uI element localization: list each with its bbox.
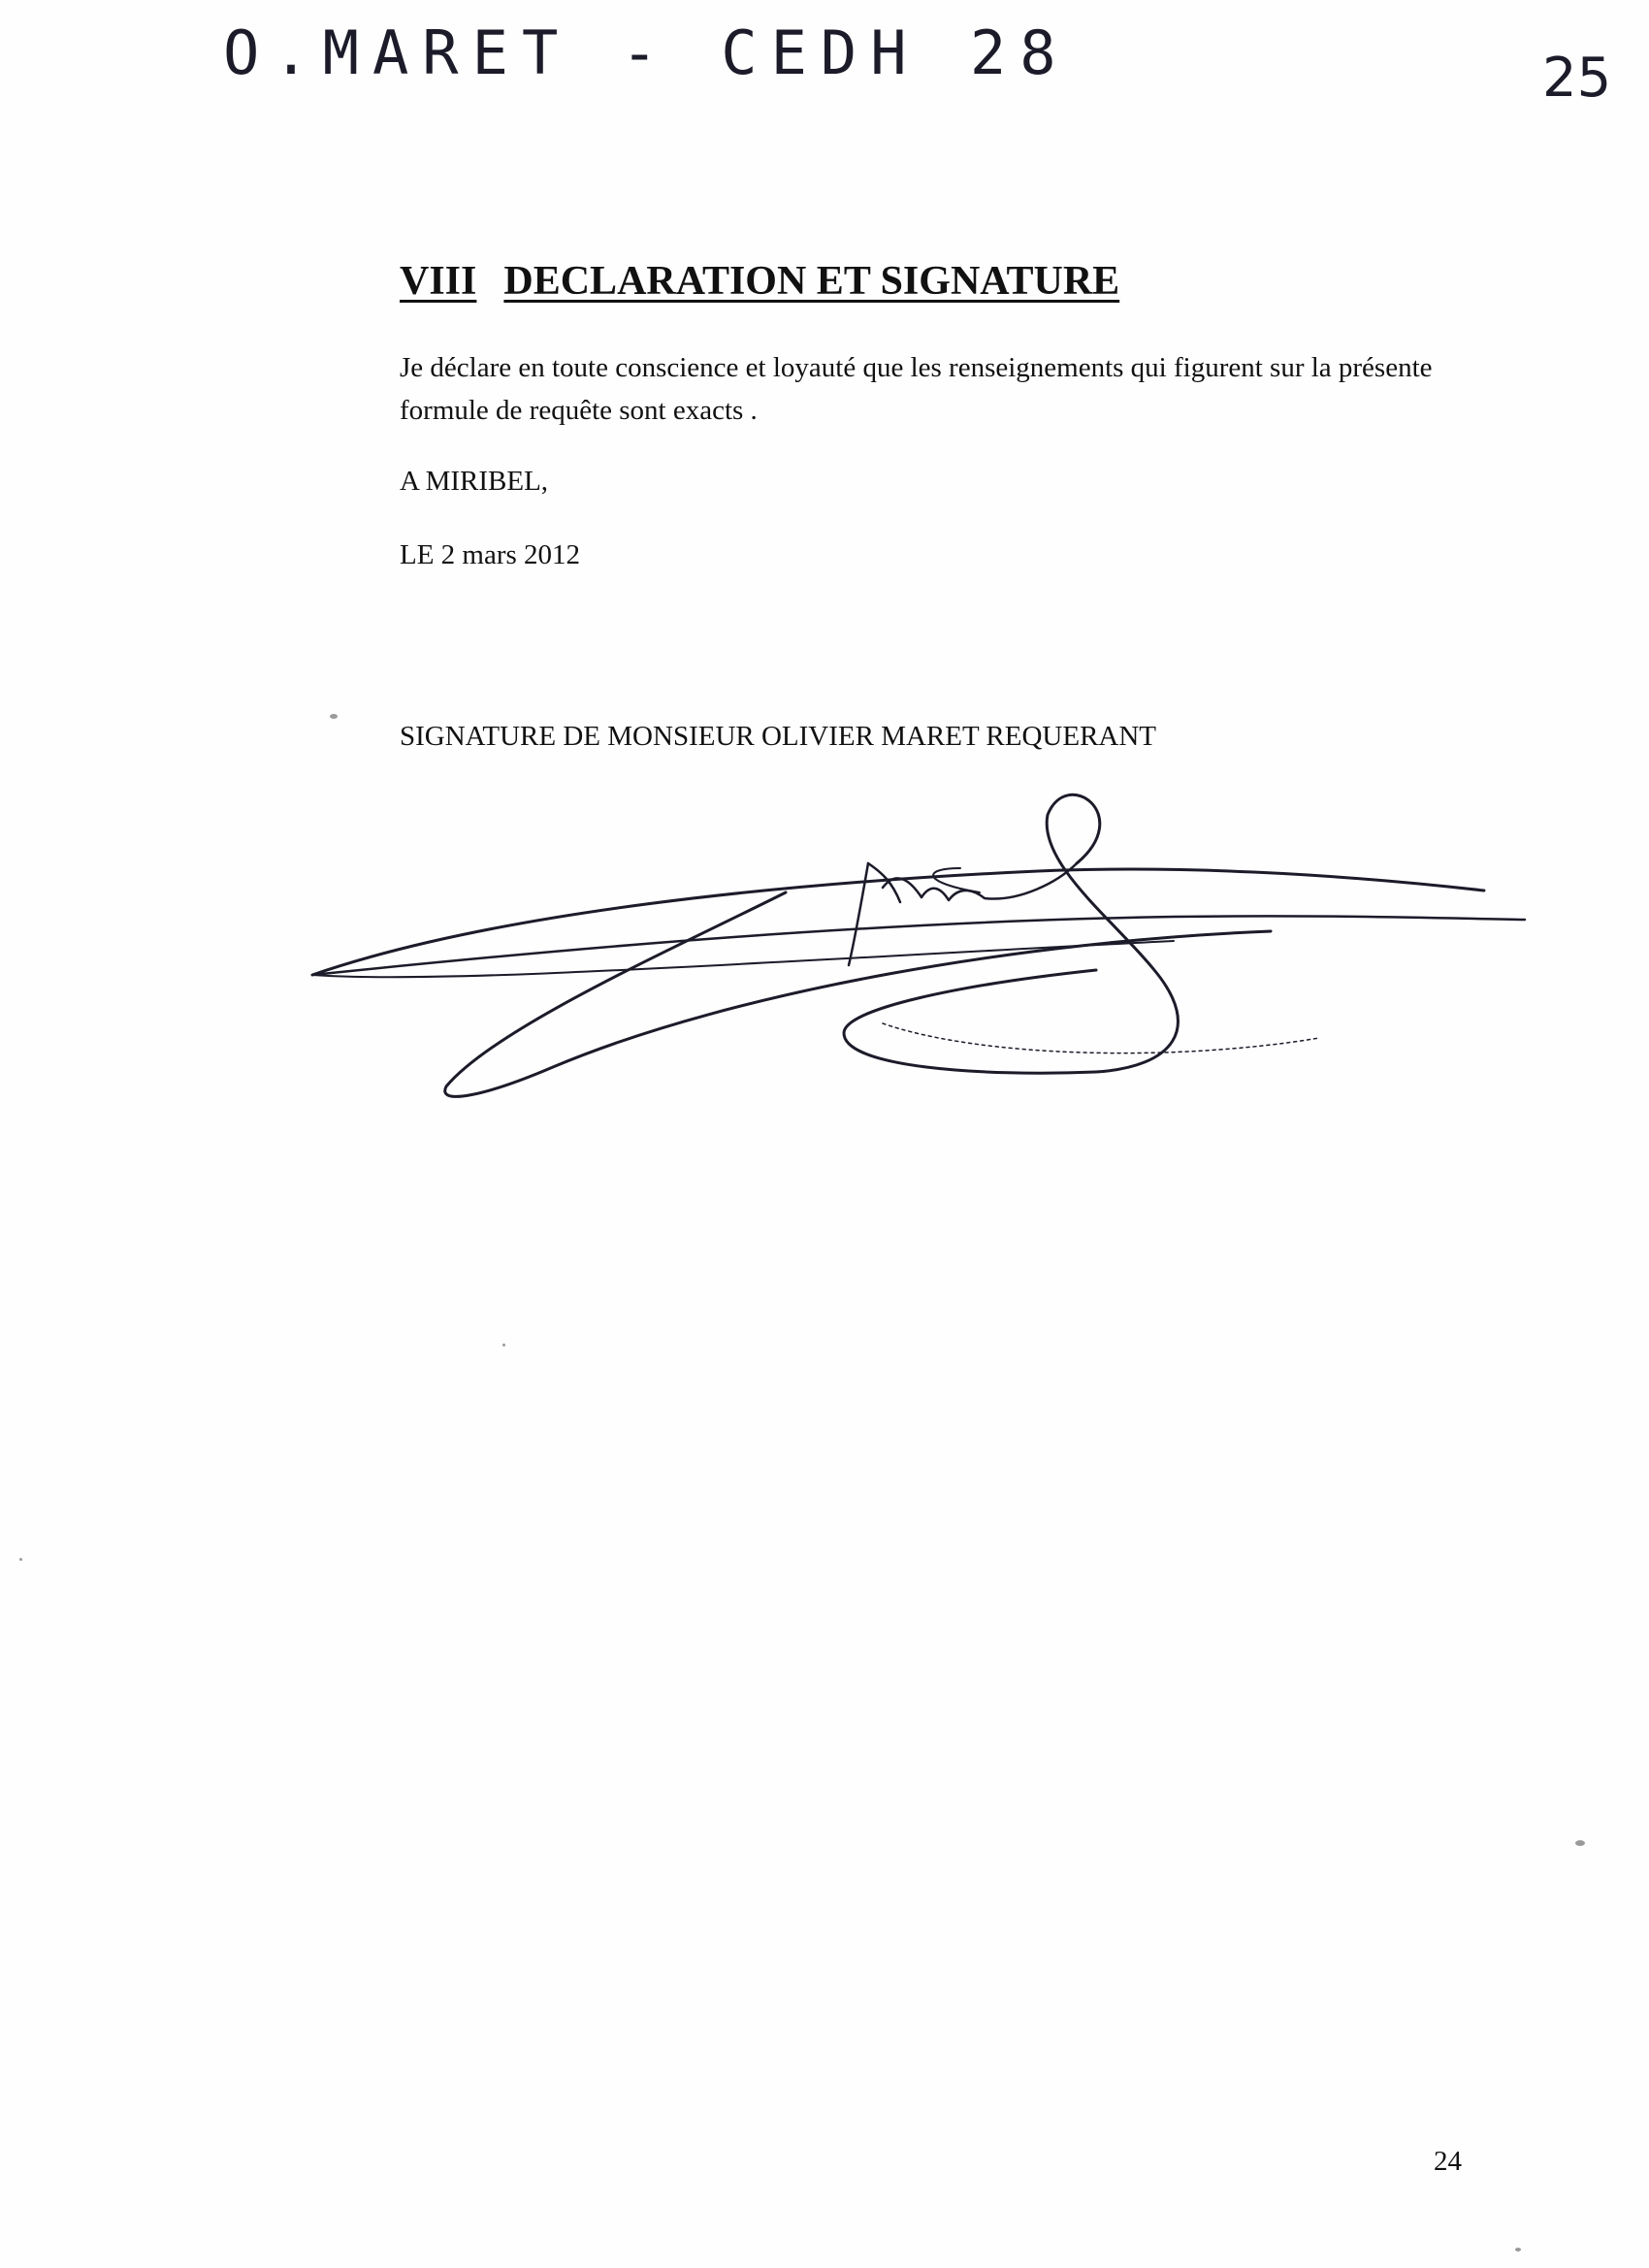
- handwritten-reference: O.MARET - CEDH 28: [223, 17, 1070, 88]
- signing-place: A MIRIBEL,: [400, 466, 549, 497]
- scan-speck: [19, 1558, 22, 1561]
- signing-date: LE 2 mars 2012: [400, 539, 581, 570]
- scan-speck: [1575, 1840, 1585, 1846]
- section-title-text: DECLARATION ET SIGNATURE: [503, 259, 1120, 304]
- scan-speck: [330, 714, 338, 719]
- section-number: VIII: [400, 259, 477, 304]
- section-title: [400, 258, 1119, 305]
- page-number: 24: [1434, 2146, 1462, 2177]
- scan-speck: [502, 1344, 505, 1346]
- signature-label: SIGNATURE DE MONSIEUR OLIVIER MARET REQUERANT: [400, 721, 1157, 752]
- handwritten-signature: [301, 776, 1562, 1125]
- scan-speck: [1515, 2248, 1521, 2252]
- handwritten-page-number: 25: [1542, 47, 1612, 110]
- declaration-text: Je déclare en toute conscience et loyauté que les renseignements qui figurent sur la présente formule de requête sont exacts .: [400, 352, 1433, 426]
